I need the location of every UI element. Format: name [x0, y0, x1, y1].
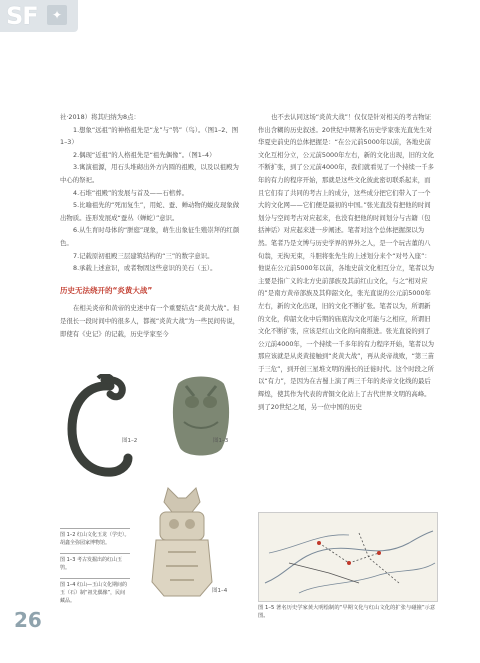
map-caption: 图 1–5 著名历史学家黄大明绘制的“早期文化与红山文化的扩张与碰撞”示意图。 [258, 605, 436, 619]
logo-text: SF [6, 2, 38, 30]
list-item: 8.承载上述意识，或者物固这些意识的美石（玉）。 [73, 264, 217, 273]
section-subheading: 历史无法绕开的“炎黄大战” [60, 285, 153, 295]
page-number: 26 [14, 608, 42, 632]
figure-label: 图1–4 [212, 588, 228, 594]
logo-seal-icon: ✦ [47, 5, 67, 25]
figure-captions [60, 528, 130, 611]
list-item: 7.记载原初祖殿三层建筑结构的“三”的数字意识。 [73, 251, 214, 260]
figure-label: 图1–2 [122, 438, 138, 444]
list-item: 6.从生育时母体的“胼庭”现象，萌生出象征生殖崇拜的红颜色。 [60, 226, 240, 247]
left-text-column [60, 111, 240, 340]
list-item: 3.寓演祖源，用石头堆砌出外方内圆的祖殿，以及以祖殿为中心的祭祀。 [60, 163, 239, 184]
jade-owl-image [168, 372, 234, 462]
figure-caption: 图 1–3 考古发掘出的红山玉鸮。 [60, 553, 130, 572]
list-item: 1.想象“远祖”的神格祖先是“龙”与“鸮”（鸟）。（图1–2、图1–3） [60, 125, 239, 147]
right-text-column [258, 111, 436, 413]
paragraph: 在相关炎帝和黄帝的史述中有一个重要结点“炎黄大战”。但是很长一段时间中的很多人，都视“炎黄大战”为一些民间传说，即使有《史记》的记载，历史学家至今 [60, 304, 240, 338]
ancestor-idol-image [138, 482, 226, 602]
magazine-logo [0, 0, 78, 32]
historical-map [258, 512, 438, 602]
paragraph: 社·2018）将其归纳为8点： [60, 113, 140, 121]
list-item: 2.偶现“近祖”的人格祖先是“祖先偶像”。（图1–4） [73, 150, 216, 159]
figure-caption: 图 1–4 红山—玉山文化期间的玉（石）制“祖先偶像”，民间藏品。 [60, 578, 130, 605]
figure-caption: 图 1–2 红山文化玉龙（学史）。胡鑫全弥园家博物馆。 [60, 528, 130, 547]
paragraph: 也不去认同这场“炎黄大战”！仅仅是针对相关的考古物证作出含糊的历史叙述。20世纪中期著名历史学家张光直先生对华夏史前史的总体把握是：“在公元前5000年以前，各地史前文化互相分立，公元前5000年左右，新的文化出现，旧的文化不断扩张，到了公元前4000年，我们就看见了一个持续一千多年的有力的程序开始，那就是这些文化彼此密切联系起来，而且它们有了共同的考古上的成分，这些成分把它们带入了一个大的文化网——它们便是最初的中国。”张光直没有把他的时间划分与空间考古对应起来，也没有把他的时间划分与古籍（包括神话）对应起来进一步阐述。笔者对这个总体把握深以为然。笔者乃是文博与历史学界的界外之人，是一个玩古董的八旬翁，无拘无束，斗胆将张先生的上述划分来个“对号入座”：他说在公元前5000年以前，各地史前文化相互分立，笔者以为主要是指广义的北方史前部族及其前红山文化，与之“相对应的”是南方黄帝部族及其仰韶文化，张光直说的公元前5000年左右，新的文化出现，旧的文化不断扩张。笔者以为，所谓新的文化，仰韶文化中后期的庙底沟文化可能与之相应，所谓旧文化不断扩张，应该是红山文化的向南推进。张光直说的到了公元前4000年，一个持续一千多年的有力程序开始，笔者以为那应该就是从炎黄接触到“炎黄大战”，再从炎帝战败，“第三苗于三危”，到开创三星堆文明的漫长的迁徙时代。这个时段之所以“有力”，是因为在古蜀上演了两三千年的炎帝文化线的最后辉煌，使其作为代表的青铜文化站上了古代世界文明的高峰。到了20世纪之尾，另一位中国的历史 [258, 113, 435, 411]
jade-dragon-image [58, 374, 146, 484]
list-item: 4.石堆“祖殿”的发展与首及——石棺葬。 [73, 188, 188, 197]
figure-label: 图1–3 [213, 438, 229, 444]
list-item: 5.比喻祖先的“死而复生”，用蛇、蚕、蝉动物的蜕皮现象做出物质。连形发展成“蚕丛（蝉蛇）”意识。 [60, 201, 240, 222]
